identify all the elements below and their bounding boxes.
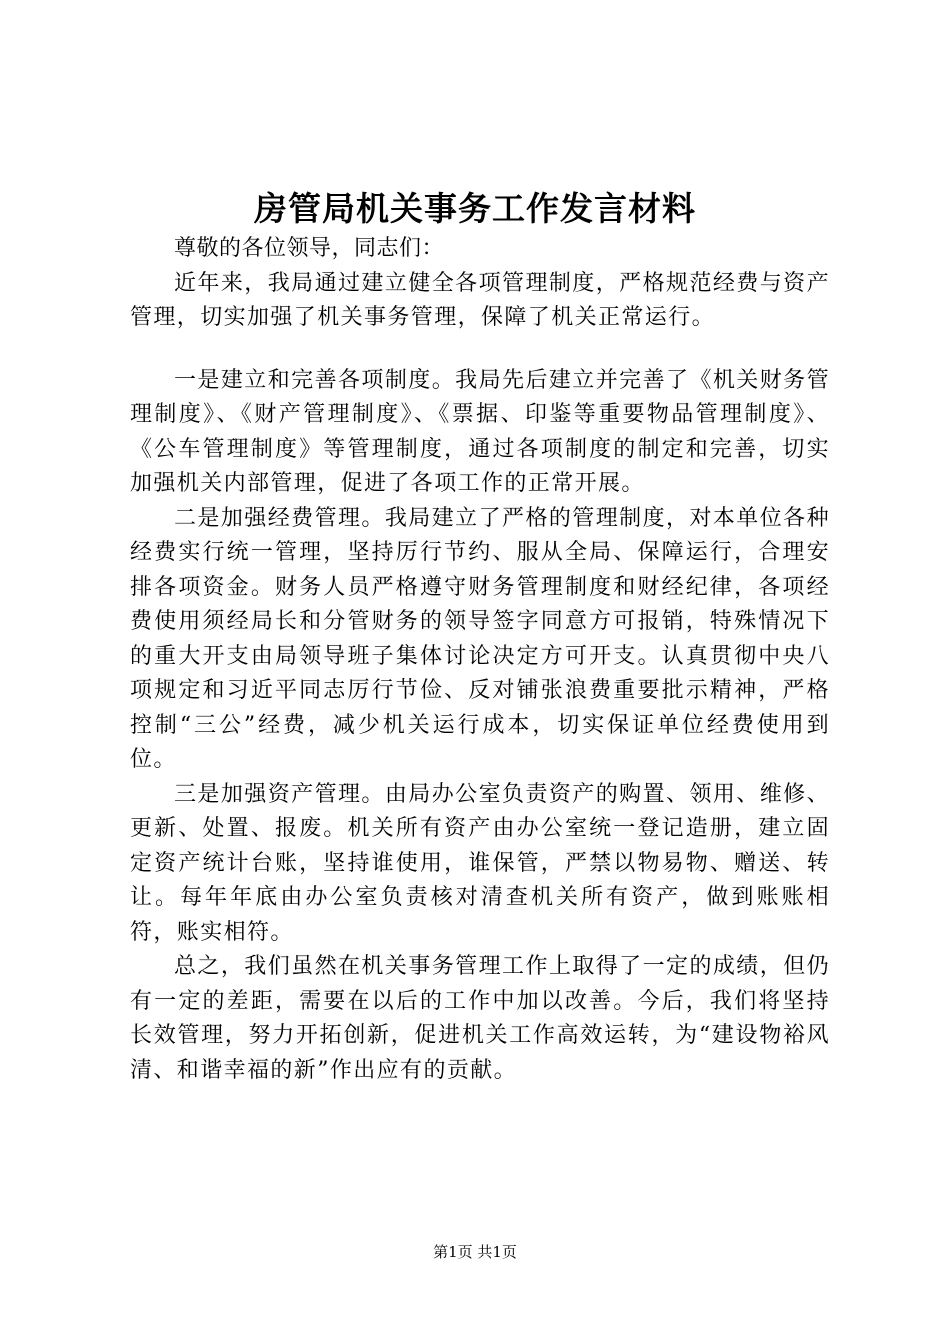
greeting-line: 尊敬的各位领导，同志们： xyxy=(174,236,445,261)
paragraph-funding: 二是加强经费管理。我局建立了严格的管理制度，对本单位各种经费实行统一管理，坚持厉行节约、服从全局、保障运行，合理安排各项资金。财务人员严格遵守财务管理制度和财经纪律，各项经费使用须经局长和分管财务的领导签字同意方可报销，特殊情况下的重大开支由局领导班子集体讨论决定方可开支。认真贯彻中央八项规定和习近平同志厉行节俭、反对铺张浪费重要批示精神，严格控制“三公”经费，减少机关运行成本，切实保证单位经费使用到位。 xyxy=(130,505,830,772)
paragraph-intro: 近年来，我局通过建立健全各项管理制度，严格规范经费与资产管理，切实加强了机关事务管理，保障了机关正常运行。 xyxy=(130,270,830,330)
document-body xyxy=(130,232,830,1088)
paragraph-regulations: 一是建立和完善各项制度。我局先后建立并完善了《机关财务管理制度》、《财产管理制度》、《票据、印鉴等重要物品管理制度》、《公车管理制度》等管理制度，通过各项制度的制定和完善，切实加强机关内部管理，促进了各项工作的正常开展。 xyxy=(130,367,830,496)
page-number-footer: 第1页 共1页 xyxy=(433,1243,517,1261)
paragraph-conclusion: 总之，我们虽然在机关事务管理工作上取得了一定的成绩，但仍有一定的差距，需要在以后的工作中加以改善。今后，我们将坚持长效管理，努力开拓创新，促进机关工作高效运转，为“建设物裕风清、和谐幸福的新”作出应有的贡献。 xyxy=(130,954,830,1083)
document-title: 房管局机关事务工作发言材料 xyxy=(254,189,696,228)
paragraph-assets: 三是加强资产管理。由局办公室负责资产的购置、领用、维修、更新、处置、报废。机关所有资产由办公室统一登记造册，建立固定资产统计台账，坚持谁使用，谁保管，严禁以物易物、赠送、转让。每年年底由办公室负责核对清查机关所有资产，做到账账相符，账实相符。 xyxy=(130,781,830,945)
